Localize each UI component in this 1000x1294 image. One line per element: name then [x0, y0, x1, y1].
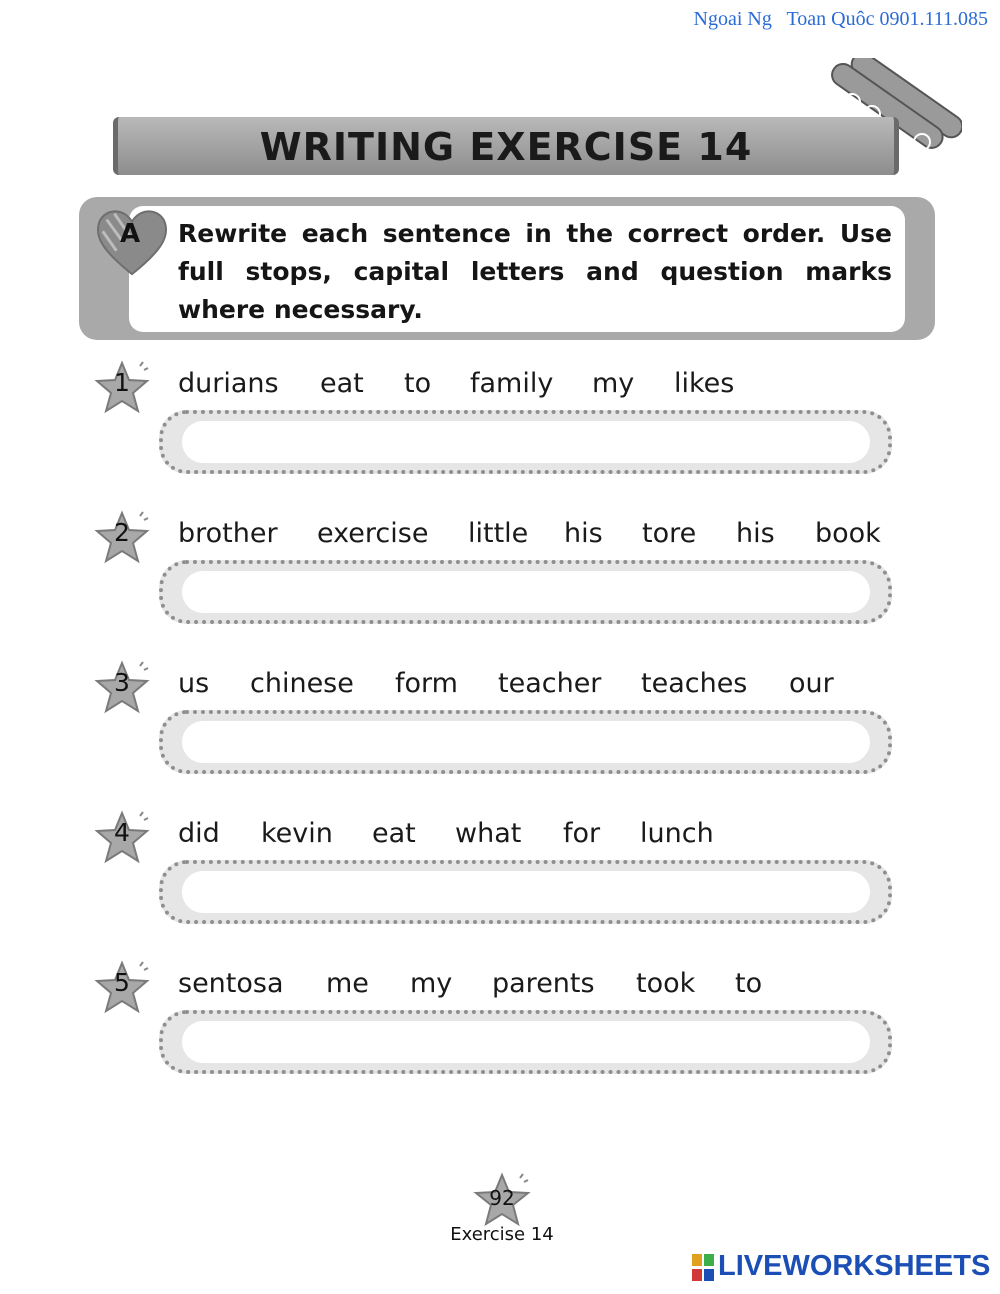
word: parents	[492, 968, 595, 999]
word: to	[735, 968, 763, 999]
exercise-item-5	[0, 968, 1000, 1118]
answer-field[interactable]	[182, 721, 870, 763]
item-number: 4	[114, 818, 130, 847]
answer-field[interactable]	[182, 871, 870, 913]
word: teaches	[641, 668, 748, 699]
word: durians	[178, 368, 279, 399]
word: me	[326, 968, 369, 999]
section-letter: A	[120, 219, 141, 249]
item-number: 3	[114, 668, 130, 697]
liveworksheets-logo-icon	[692, 1254, 714, 1282]
word: form	[395, 668, 458, 699]
word: to	[404, 368, 432, 399]
word: what	[455, 818, 522, 849]
page-title: WRITING EXERCISE 14	[259, 125, 753, 169]
word: our	[789, 668, 834, 699]
word: book	[815, 518, 881, 549]
page-number: 92	[489, 1186, 515, 1210]
word: brother	[178, 518, 278, 549]
word: for	[563, 818, 601, 849]
word: likes	[674, 368, 735, 399]
footer-label: Exercise 14	[450, 1224, 554, 1245]
exercise-item-4	[0, 818, 1000, 968]
exercise-item-1	[0, 368, 1000, 518]
item-number: 2	[114, 518, 130, 547]
title-bar	[113, 117, 899, 175]
word: sentosa	[178, 968, 284, 999]
word: kevin	[261, 818, 333, 849]
word: eat	[320, 368, 364, 399]
word: took	[636, 968, 696, 999]
word: chinese	[250, 668, 354, 699]
word: teacher	[498, 668, 602, 699]
word: his	[736, 518, 775, 549]
instruction-text: Rewrite each sentence in the correct order. Use full stops, capital letters and question marks where necessary.	[178, 219, 892, 324]
exercise-item-2	[0, 518, 1000, 668]
word: exercise	[317, 518, 429, 549]
word: his	[564, 518, 603, 549]
answer-field[interactable]	[182, 421, 870, 463]
word: eat	[372, 818, 416, 849]
word: family	[470, 368, 554, 399]
brand-wordmark: LIVEWORKSHEETS	[718, 1250, 991, 1282]
exercise-item-3	[0, 668, 1000, 818]
item-number: 1	[114, 368, 130, 397]
word: lunch	[640, 818, 714, 849]
word: did	[178, 818, 220, 849]
answer-field[interactable]	[182, 1021, 870, 1063]
item-number: 5	[114, 968, 130, 997]
word: my	[410, 968, 453, 999]
word: my	[592, 368, 635, 399]
word: us	[178, 668, 210, 699]
word: tore	[642, 518, 697, 549]
answer-field[interactable]	[182, 571, 870, 613]
watermark-text: Ngoai Ng Toan Quôc 0901.111.085	[693, 8, 988, 30]
word: little	[468, 518, 529, 549]
